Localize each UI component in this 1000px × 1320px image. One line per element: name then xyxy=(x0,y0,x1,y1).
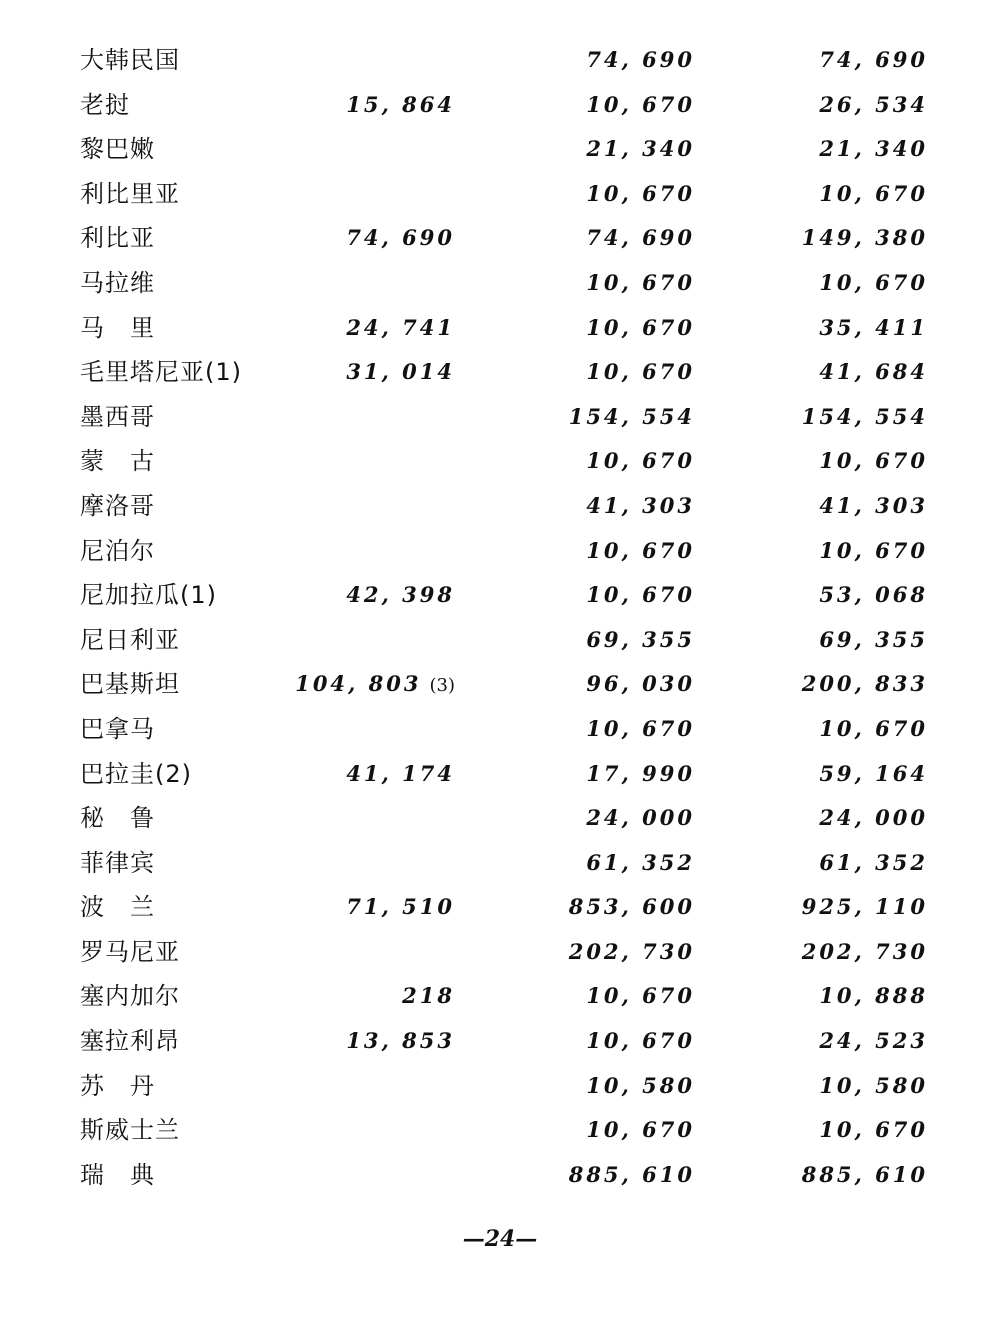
table-row xyxy=(0,439,1000,484)
table-row xyxy=(0,529,1000,574)
country-name: 巴基斯坦 xyxy=(80,670,180,699)
amount-column-1 xyxy=(346,216,455,261)
country-name: 蒙 古 xyxy=(80,447,155,476)
amount-total: 24, 523 xyxy=(819,1028,928,1054)
amount-column-2: 74, 690 xyxy=(586,47,695,72)
amount-column-1 xyxy=(346,83,455,128)
table-row xyxy=(0,350,1000,395)
amount-value: 74, 690 xyxy=(346,225,455,251)
amount-column-1 xyxy=(346,573,455,618)
table-row xyxy=(0,83,1000,128)
table-row xyxy=(0,974,1000,1019)
table-row xyxy=(0,662,1000,707)
country-name: 塞内加尔 xyxy=(80,982,180,1011)
amount-column-2: 96, 030 xyxy=(586,671,695,697)
amount-column-1 xyxy=(346,306,455,351)
amount-total: 202, 730 xyxy=(801,938,928,964)
country-name: 尼泊尔 xyxy=(80,536,155,565)
amount-total: 41, 684 xyxy=(819,359,928,385)
amount-column-2: 10, 670 xyxy=(586,359,695,385)
country-name: 利比亚 xyxy=(80,224,155,253)
amount-column-2: 10, 670 xyxy=(586,537,695,563)
amount-total: 53, 068 xyxy=(819,582,928,608)
amount-total: 10, 670 xyxy=(819,537,928,563)
table-row xyxy=(0,172,1000,217)
table-row xyxy=(0,752,1000,797)
amount-value: 24, 741 xyxy=(346,314,455,340)
country-name: 巴拿马 xyxy=(80,714,155,743)
amount-column-2: 10, 670 xyxy=(586,715,695,741)
country-name: 罗马尼亚 xyxy=(80,937,180,966)
amount-column-2: 853, 600 xyxy=(568,894,695,920)
amount-total: 10, 670 xyxy=(819,180,928,206)
amount-column-2: 69, 355 xyxy=(586,626,695,652)
country-name: 巴拉圭(2) xyxy=(80,759,192,788)
amount-column-1 xyxy=(346,752,455,797)
table-row xyxy=(0,930,1000,975)
table-row xyxy=(0,841,1000,886)
amount-column-2: 10, 670 xyxy=(586,448,695,474)
amount-value: 41, 174 xyxy=(346,760,455,786)
country-name: 利比里亚 xyxy=(80,179,180,208)
country-name: 老挝 xyxy=(80,90,130,119)
amount-total: 10, 670 xyxy=(819,269,928,295)
country-name: 马 里 xyxy=(80,313,155,342)
table-row xyxy=(0,707,1000,752)
table-row xyxy=(0,885,1000,930)
amount-value: 71, 510 xyxy=(346,894,455,920)
amount-total: 35, 411 xyxy=(819,314,928,340)
amount-column-2: 24, 000 xyxy=(586,805,695,831)
table-row xyxy=(0,1153,1000,1198)
amount-column-2: 10, 670 xyxy=(586,983,695,1009)
amount-total: 10, 670 xyxy=(819,1117,928,1143)
amount-total: 10, 888 xyxy=(819,983,928,1009)
table-row xyxy=(0,127,1000,172)
footnote-marker: (3) xyxy=(429,675,455,697)
amount-value: 104, 803 xyxy=(295,671,422,697)
amount-total: 200, 833 xyxy=(801,671,928,697)
amount-total: 10, 670 xyxy=(819,715,928,741)
amount-column-1 xyxy=(346,1019,455,1064)
country-name: 瑞 典 xyxy=(80,1160,155,1189)
table-row xyxy=(0,306,1000,351)
amount-column-2: 10, 670 xyxy=(586,314,695,340)
amount-column-2: 74, 690 xyxy=(586,225,695,251)
country-name: 尼加拉瓜(1) xyxy=(80,581,217,610)
country-name: 秘 鲁 xyxy=(80,804,155,833)
amount-total: 69, 355 xyxy=(819,626,928,652)
amount-column-2: 10, 670 xyxy=(586,1117,695,1143)
table-row xyxy=(0,395,1000,440)
amount-column-2: 10, 670 xyxy=(586,269,695,295)
amount-value: 15, 864 xyxy=(346,91,455,117)
table-row xyxy=(0,573,1000,618)
contribution-table xyxy=(0,38,1000,1197)
amount-column-2: 41, 303 xyxy=(586,492,695,518)
country-name: 墨西哥 xyxy=(80,402,155,431)
amount-column-2: 10, 580 xyxy=(586,1072,695,1098)
amount-total: 59, 164 xyxy=(819,760,928,786)
country-name: 斯威士兰 xyxy=(80,1116,180,1145)
table-row xyxy=(0,216,1000,261)
amount-column-2: 10, 670 xyxy=(586,91,695,117)
table-row xyxy=(0,484,1000,529)
table-row xyxy=(0,1064,1000,1109)
amount-value: 13, 853 xyxy=(346,1028,455,1054)
page-number: —24— xyxy=(462,1226,538,1252)
amount-value: 42, 398 xyxy=(346,582,455,608)
amount-total: 149, 380 xyxy=(801,225,928,251)
table-row xyxy=(0,38,1000,83)
table-row xyxy=(0,618,1000,663)
amount-column-2: 154, 554 xyxy=(568,403,695,429)
table-row xyxy=(0,796,1000,841)
country-name: 塞拉利昂 xyxy=(80,1027,180,1056)
amount-total: 10, 670 xyxy=(819,448,928,474)
amount-column-2: 21, 340 xyxy=(586,136,695,162)
amount-column-2: 202, 730 xyxy=(568,938,695,964)
country-name: 马拉维 xyxy=(80,268,155,297)
amount-column-1 xyxy=(346,885,455,930)
amount-total: 74, 690 xyxy=(819,47,928,72)
country-name: 毛里塔尼亚(1) xyxy=(80,358,242,387)
country-name: 黎巴嫩 xyxy=(80,135,155,164)
amount-column-2: 10, 670 xyxy=(586,1028,695,1054)
amount-total: 925, 110 xyxy=(801,894,928,920)
amount-total: 154, 554 xyxy=(801,403,928,429)
amount-column-1 xyxy=(402,974,455,1019)
amount-value: 218 xyxy=(402,983,455,1009)
amount-total: 24, 000 xyxy=(819,805,928,831)
amount-total: 885, 610 xyxy=(801,1161,928,1187)
amount-value: 31, 014 xyxy=(346,359,455,385)
country-name: 波 兰 xyxy=(80,893,155,922)
table-row xyxy=(0,1019,1000,1064)
country-name: 菲律宾 xyxy=(80,848,155,877)
country-name: 苏 丹 xyxy=(80,1071,155,1100)
amount-total: 26, 534 xyxy=(819,91,928,117)
amount-total: 21, 340 xyxy=(819,136,928,162)
amount-total: 61, 352 xyxy=(819,849,928,875)
country-name: 尼日利亚 xyxy=(80,625,180,654)
amount-column-1 xyxy=(346,350,455,395)
amount-column-2: 10, 670 xyxy=(586,582,695,608)
amount-column-2: 10, 670 xyxy=(586,180,695,206)
amount-column-2: 61, 352 xyxy=(586,849,695,875)
amount-total: 41, 303 xyxy=(819,492,928,518)
table-row xyxy=(0,261,1000,306)
table-row xyxy=(0,1108,1000,1153)
country-name: 大韩民国 xyxy=(80,46,180,74)
country-name: 摩洛哥 xyxy=(80,491,155,520)
amount-column-2: 17, 990 xyxy=(586,760,695,786)
amount-column-1 xyxy=(295,662,455,707)
amount-total: 10, 580 xyxy=(819,1072,928,1098)
amount-column-2: 885, 610 xyxy=(568,1161,695,1187)
